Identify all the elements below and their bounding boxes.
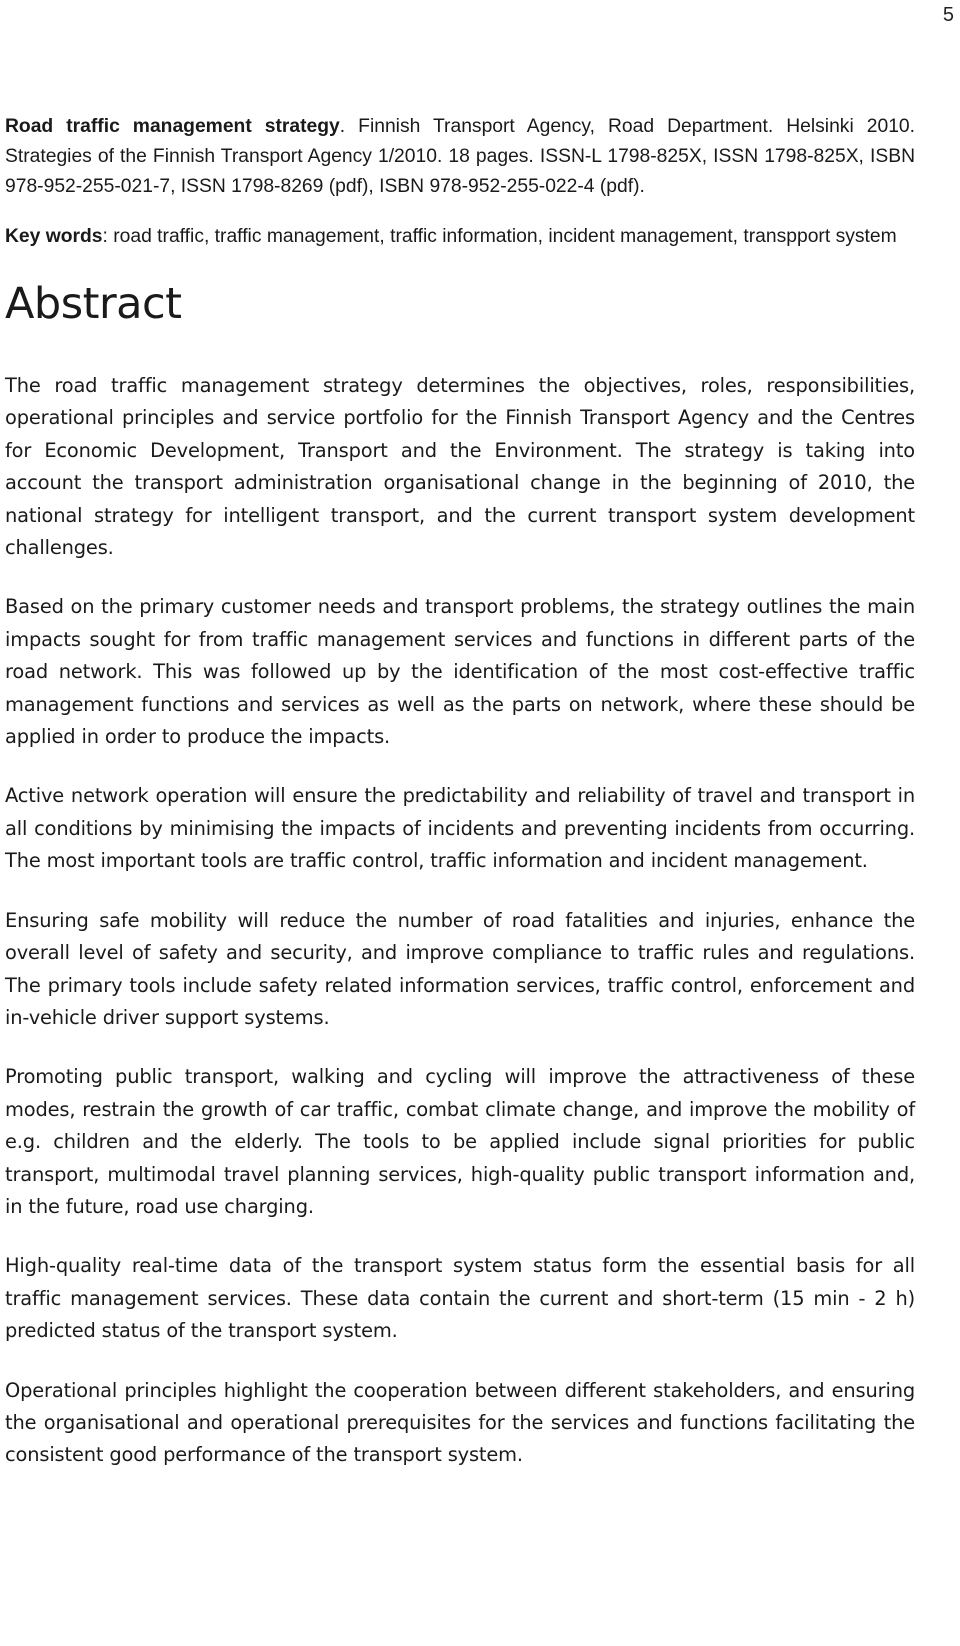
abstract-paragraph: Based on the primary customer needs and transport problems, the strategy outlines the main impacts sought for from traffic management services and functions in different parts of the road network. This was followed up by the identification of the most cost-effective traffic management functions and services as well as the parts on network, where these should be applied in order to produce the impacts. <box>5 595 915 749</box>
citation <box>5 112 915 202</box>
abstract-paragraph: Active network operation will ensure the predictability and reliability of travel and transport in all conditions by minimising the impacts of incidents and preventing incidents from occurring. The most important tools are traffic control, traffic information and incident management. <box>5 784 915 873</box>
keywords <box>5 222 915 252</box>
page-number: 5 <box>942 4 954 26</box>
keywords-label: Key words <box>5 226 103 247</box>
citation-title: Road traffic management strategy <box>5 116 340 137</box>
document-body <box>5 112 915 1499</box>
abstract-paragraph: Operational principles highlight the cooperation between different stakeholders, and ensuring the organisational and operational prerequisites for the services and functions facilitating the consistent good performance of the transport system. <box>5 1378 915 1467</box>
abstract-paragraph: Ensuring safe mobility will reduce the number of road fatalities and injuries, enhance the overall level of safety and security, and improve compliance to traffic rules and regulations. The primary tools include safety related information services, traffic control, enforcement and in-vehicle driver support systems. <box>5 908 915 1029</box>
abstract-paragraph: The road traffic management strategy determines the objectives, roles, responsibilities, operational principles and service portfolio for the Finnish Transport Agency and the Centres for Economic Development, Transport and the Environment. The strategy is taking into account the transport administration organisational change in the beginning of 2010, the national strategy for intelligent transport, and the current transport system development challenges. <box>5 374 915 560</box>
abstract-heading: Abstract <box>5 279 182 329</box>
citation-details: . Finnish Transport Agency, Road Department. Helsinki 2010. Strategies of the Finnish Transport Agency 1/2010. 18 pages. ISSN-L 1798-825X, ISSN 1798-825X, ISBN 978-952-255-021-7, ISSN 1798-8269 (pdf), ISBN 978-952-255-022-4 (pdf). <box>5 116 916 197</box>
abstract-body <box>5 370 915 1472</box>
keywords-text: : road traffic, traffic management, traffic information, incident management, transpport system <box>102 226 897 247</box>
abstract-paragraph: Promoting public transport, walking and cycling will improve the attractiveness of these modes, restrain the growth of car traffic, combat climate change, and improve the mobility of e.g. children and the elderly. The tools to be applied include signal priorities for public transport, multimodal travel planning services, high-quality public transport information and, in the future, road use charging. <box>5 1065 915 1218</box>
abstract-paragraph: High-quality real-time data of the transport system status form the essential basis for all traffic management services. These data contain the current and short-term (15 min - 2 h) predicted status of the transport system. <box>5 1254 915 1343</box>
